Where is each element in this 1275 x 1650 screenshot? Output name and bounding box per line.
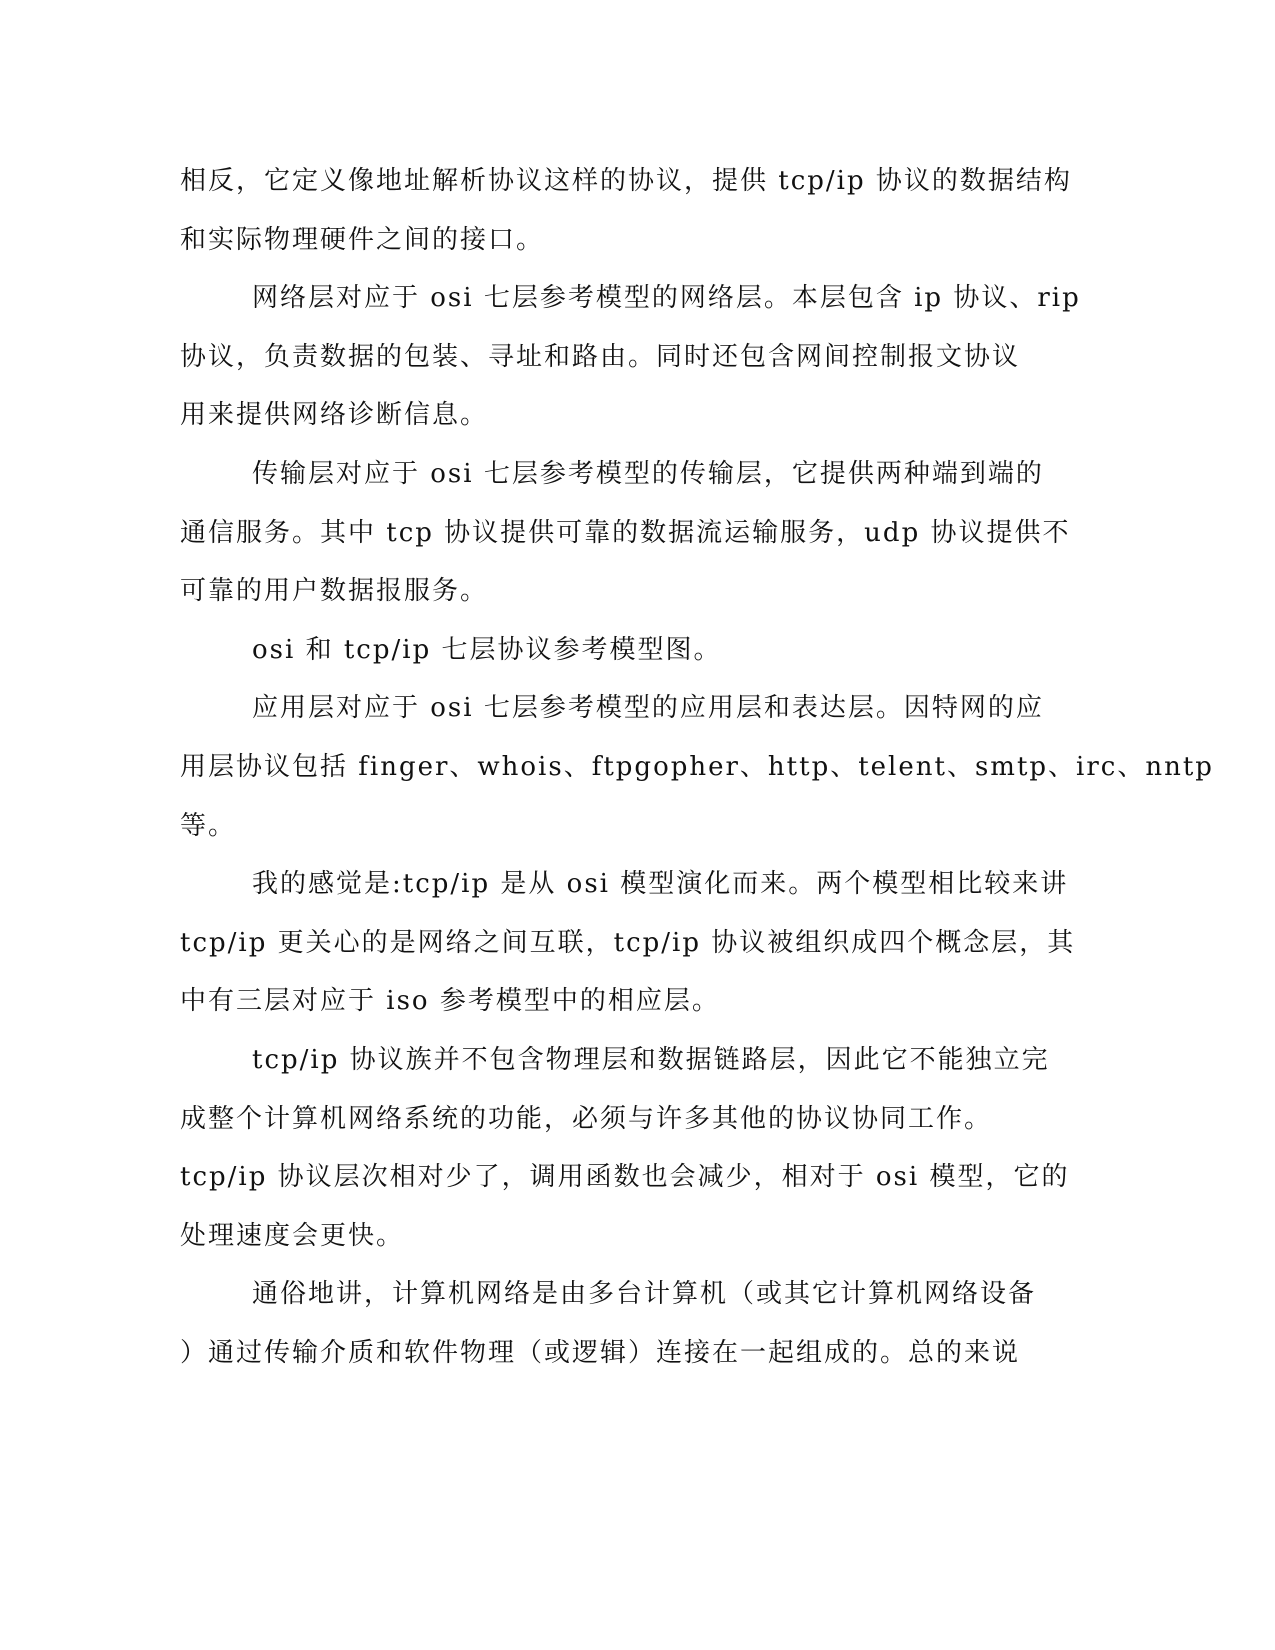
document-body [180, 152, 1214, 1382]
text-line-20: 通俗地讲，计算机网络是由多台计算机（或其它计算机网络设备 [252, 1279, 1037, 1310]
text-line-9: osi 和 tcp/ip 七层协议参考模型图。 [252, 634, 722, 665]
text-line-8: 可靠的用户数据报服务。 [180, 576, 489, 607]
text-line-2: 和实际物理硬件之间的接口。 [180, 224, 545, 255]
text-line-12: 等。 [180, 810, 237, 841]
text-line-5: 用来提供网络诊断信息。 [180, 400, 489, 431]
text-line-6: 传输层对应于 osi 七层参考模型的传输层，它提供两种端到端的 [252, 458, 1044, 489]
text-line-3: 网络层对应于 osi 七层参考模型的网络层。本层包含 ip 协议、rip [252, 283, 1081, 314]
text-line-17: 成整个计算机网络系统的功能，必须与许多其他的协议协同工作。 [180, 1103, 993, 1134]
text-line-4: 协议，负责数据的包装、寻址和路由。同时还包含网间控制报文协议 [180, 341, 1021, 372]
text-line-7: 通信服务。其中 tcp 协议提供可靠的数据流运输服务，udp 协议提供不 [180, 517, 1071, 548]
text-line-21: ）通过传输介质和软件物理（或逻辑）连接在一起组成的。总的来说 [180, 1337, 1021, 1368]
text-line-19: 处理速度会更快。 [180, 1220, 405, 1251]
text-line-10: 应用层对应于 osi 七层参考模型的应用层和表达层。因特网的应 [252, 693, 1044, 724]
text-line-1: 相反，它定义像地址解析协议这样的协议，提供 tcp/ip 协议的数据结构 [180, 166, 1072, 196]
text-line-13: 我的感觉是:tcp/ip 是从 osi 模型演化而来。两个模型相比较来讲 [252, 869, 1069, 900]
text-line-18: tcp/ip 协议层次相对少了，调用函数也会减少，相对于 osi 模型，它的 [180, 1162, 1070, 1193]
text-line-14: tcp/ip 更关心的是网络之间互联，tcp/ip 协议被组织成四个概念层，其 [180, 927, 1076, 958]
text-line-15: 中有三层对应于 iso 参考模型中的相应层。 [180, 986, 720, 1017]
text-line-16: tcp/ip 协议族并不包含物理层和数据链路层，因此它不能独立完 [252, 1044, 1050, 1075]
text-line-11: 用层协议包括 finger、whois、ftpgopher、http、telent、smtp、irc、nntp [180, 751, 1214, 782]
